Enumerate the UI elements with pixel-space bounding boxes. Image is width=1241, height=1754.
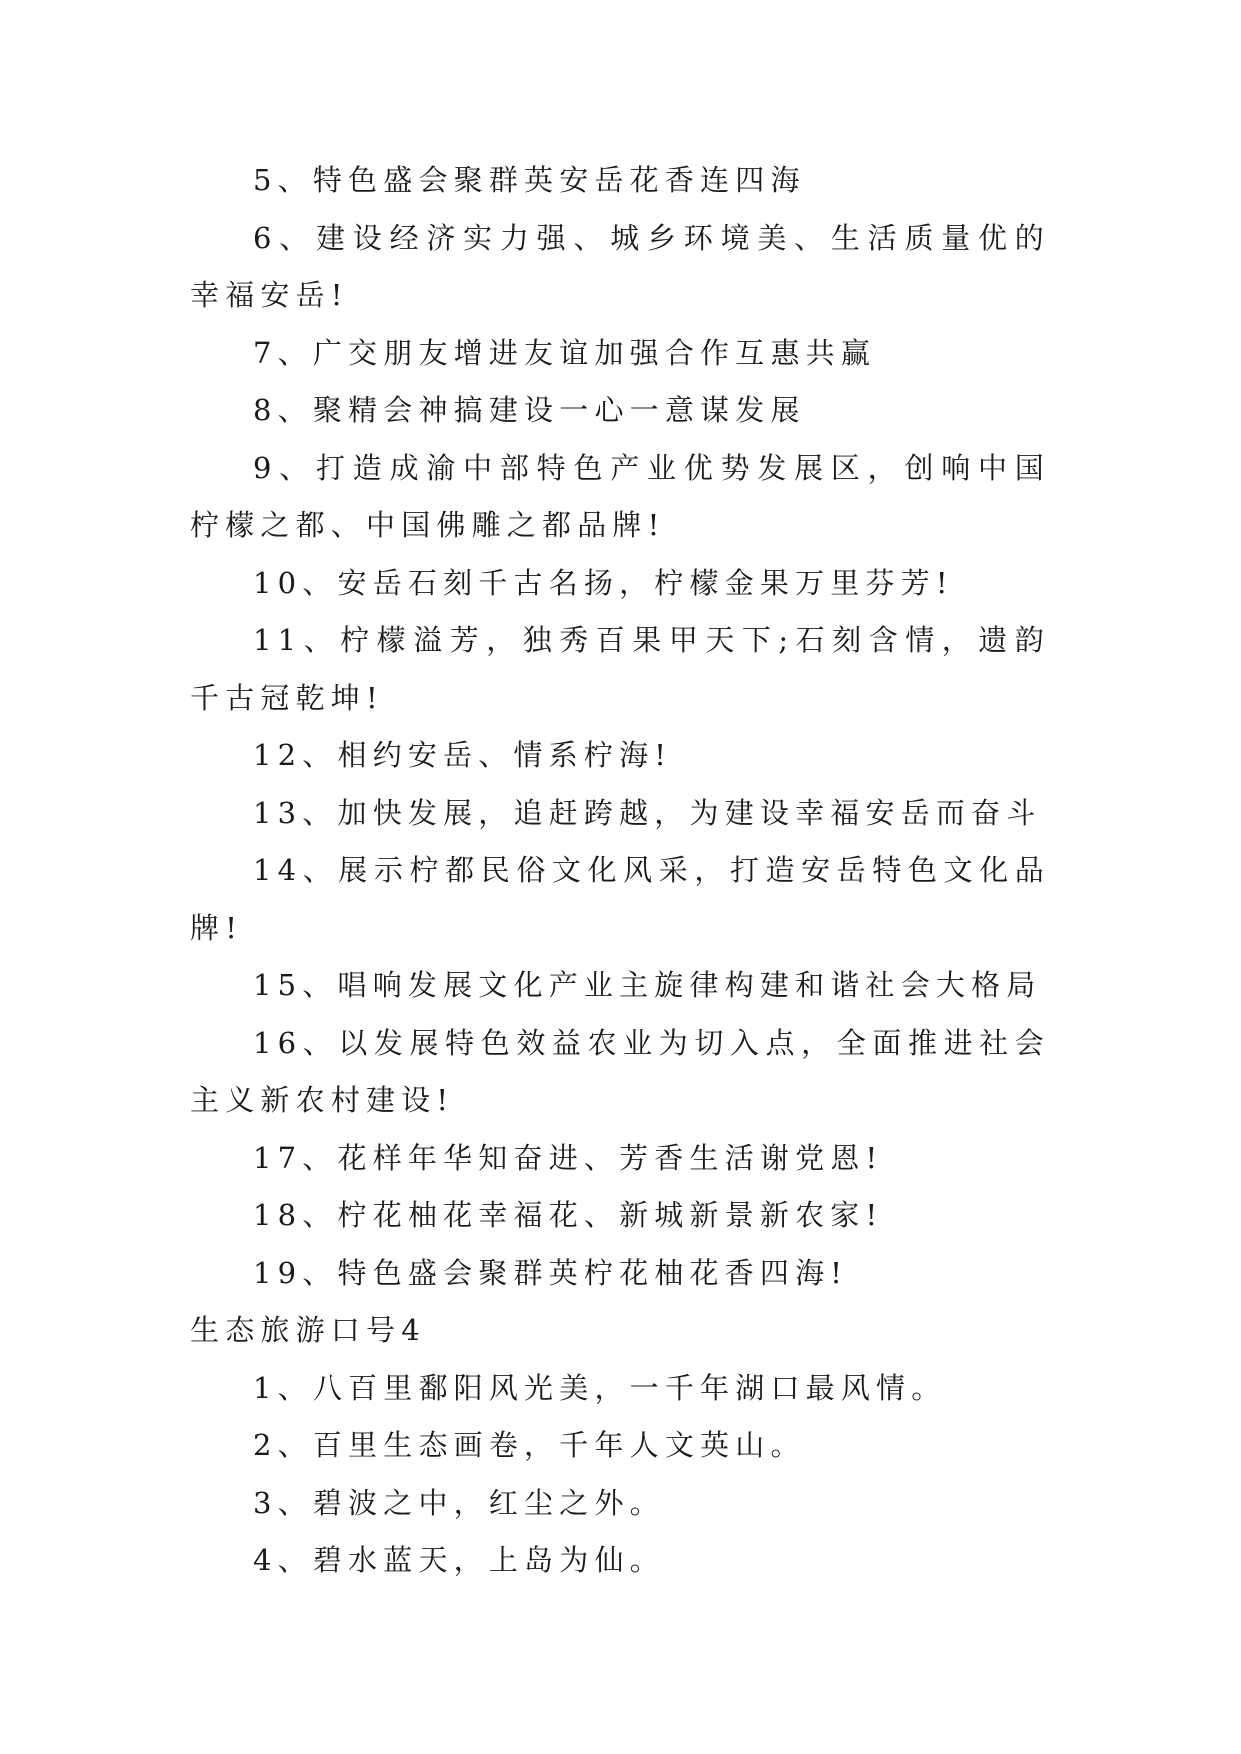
slogan-line: 2、百里生态画卷，千年人文英山。	[253, 1428, 806, 1462]
slogan-line: 10、安岳石刻千古名扬，柠檬金果万里芬芳!	[253, 565, 954, 600]
slogan-line: 6、建设经济实力强、城乡环境美、生活质量优的幸福安岳!	[190, 220, 1050, 312]
slogan-line: 7、广交朋友增进友谊加强合作互惠共赢	[253, 335, 877, 370]
slogan-line: 3、碧波之中，红尘之外。	[253, 1485, 665, 1520]
slogan-line: 12、相约安岳、情系柠海!	[253, 738, 673, 772]
slogan-line: 4、碧水蓝天，上岛为仙。	[253, 1543, 665, 1577]
slogan-line: 19、特色盛会聚群英柠花柚花香四海!	[253, 1255, 849, 1290]
slogan-line: 14、展示柠都民俗文化风采，打造安岳特色文化品牌!	[190, 853, 1050, 945]
slogan-line: 8、聚精会神搞建设一心一意谋发展	[253, 393, 806, 427]
slogan-line: 9、打造成渝中部特色产业优势发展区，创响中国柠檬之都、中国佛雕之都品牌!	[190, 450, 1050, 542]
document-page	[190, 152, 1050, 1590]
slogan-line: 13、加快发展，追赶跨越，为建设幸福安岳而奋斗	[253, 795, 1042, 830]
slogan-line: 18、柠花柚花幸福花、新城新景新农家!	[253, 1198, 884, 1232]
slogan-line: 15、唱响发展文化产业主旋律构建和谐社会大格局	[253, 968, 1042, 1002]
slogan-line: 17、花样年华知奋进、芳香生活谢党恩!	[253, 1140, 884, 1175]
section-heading: 生态旅游口号4	[190, 1313, 426, 1347]
slogan-line: 11、柠檬溢芳，独秀百果甲天下;石刻含情，遗韵千古冠乾坤!	[190, 623, 1050, 715]
slogan-line: 5、特色盛会聚群英安岳花香连四海	[253, 163, 806, 197]
slogan-line: 16、以发展特色效益农业为切入点，全面推进社会主义新农村建设!	[190, 1025, 1050, 1117]
slogan-line: 1、八百里鄱阳风光美，一千年湖口最风情。	[253, 1370, 947, 1405]
